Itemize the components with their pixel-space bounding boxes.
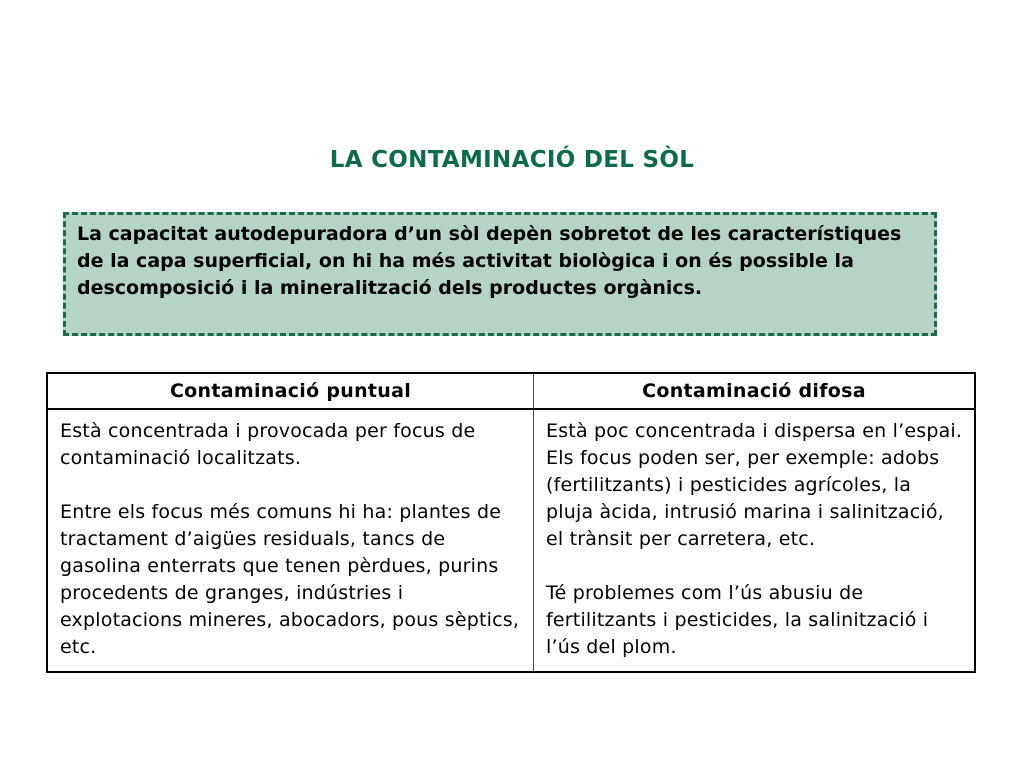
puntual-paragraph-1: Està concentrada i provocada per focus de contaminació localitzats.: [60, 420, 476, 469]
puntual-paragraph-2: Entre els focus més comuns hi ha: plantes de tractament d’aigües residuals, tancs de gasolina enterrats que tenen pèrdues, purins procedents de granges, indústries i explotacions mineres, abocadors, pous sèptics, etc.: [60, 501, 520, 658]
comparison-table: [46, 372, 976, 673]
cell-difosa: [534, 409, 976, 672]
table-row: [47, 409, 975, 672]
page-title: LA CONTAMINACIÓ DEL SÒL: [329, 147, 695, 173]
difosa-paragraph-1: Està poc concentrada i dispersa en l’espai. Els focus poden ser, per exemple: adobs (fertilitzants) i pesticides agrícoles, la pluja àcida, intrusió marina i salinització, el trànsit per carretera, etc.: [546, 420, 963, 550]
difosa-paragraph-2: Té problemes com l’ús abusiu de fertilitzants i pesticides, la salinització i l’ús del plom.: [546, 582, 929, 658]
cell-puntual: [47, 409, 534, 672]
intro-text: La capacitat autodepuradora d’un sòl depèn sobretot de les característiques de la capa superficial, on hi ha més activitat biològica i on és possible la descomposició i la mineralització dels productes orgànics.: [77, 223, 902, 299]
table-header-row: [47, 373, 975, 409]
header-difosa: Contaminació difosa: [534, 373, 976, 409]
intro-callout: [63, 212, 937, 336]
header-puntual: Contaminació puntual: [47, 373, 534, 409]
